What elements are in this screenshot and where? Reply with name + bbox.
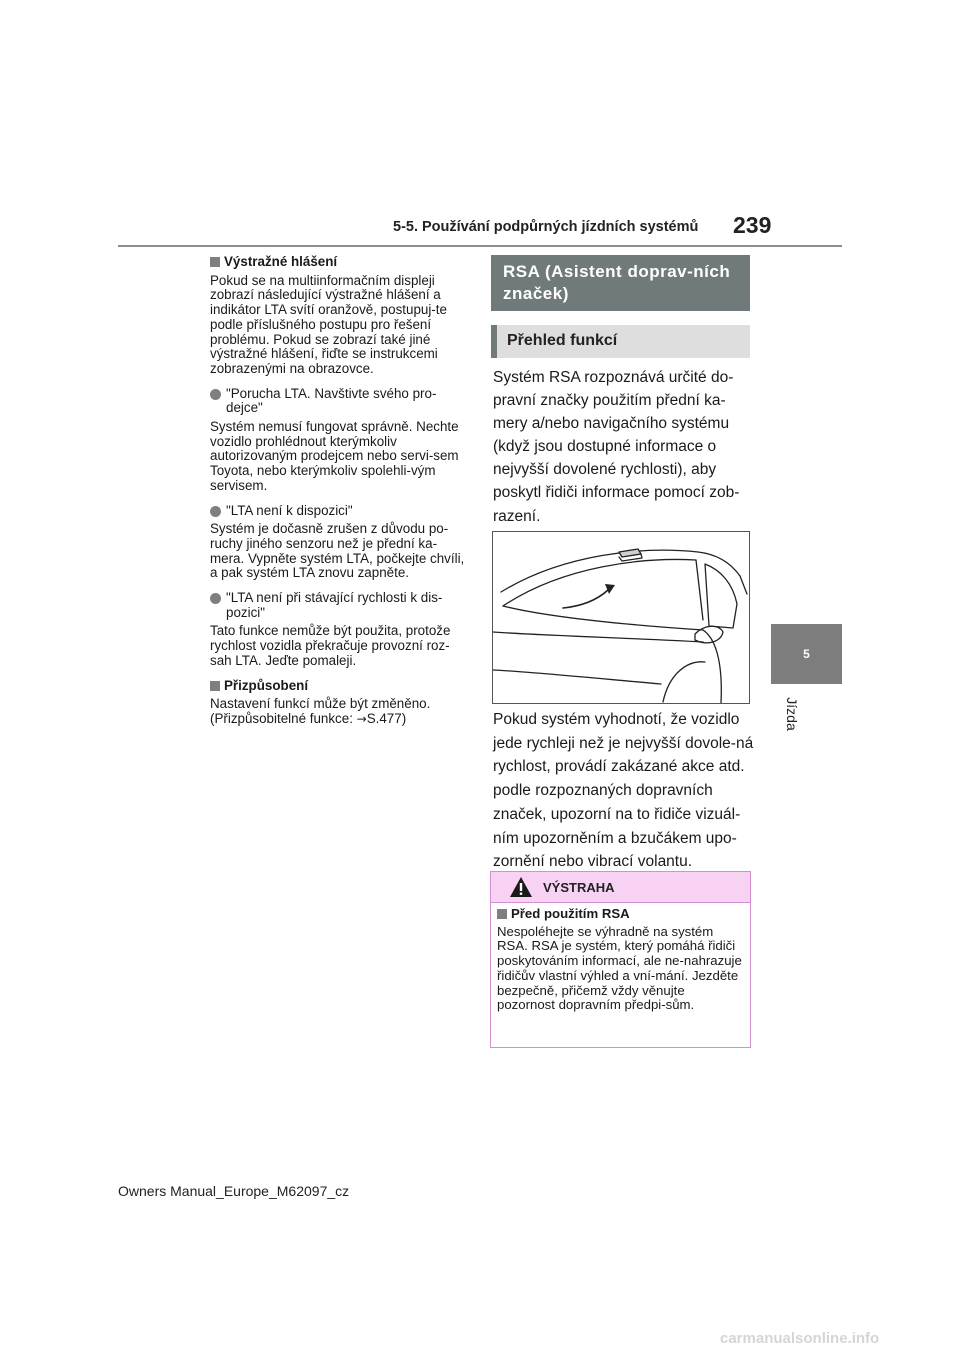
- customization-ref-prefix: (Přizpůsobitelné funkce:: [210, 710, 357, 726]
- customization-description: Nastavení funkcí může být změněno.: [210, 696, 431, 712]
- subheading: [491, 325, 750, 358]
- bullet-text: Systém je dočasně zrušen z důvodu po-ruchy jiného senzoru než je přední ka-mera. Vypněte systém LTA, počkejte chvíli, a pak systém LTA znovu zapněte.: [210, 521, 465, 581]
- hood-crease: [493, 632, 703, 642]
- customization-heading-text: Přizpůsobení: [224, 677, 309, 693]
- warning-messages-heading: [210, 255, 468, 270]
- warning-subheading-text: Před použitím RSA: [511, 906, 630, 921]
- windshield-top-edge: [501, 550, 698, 592]
- warning-box: [490, 871, 751, 1048]
- header-divider: [118, 245, 842, 247]
- rear-roof: [740, 576, 747, 594]
- chapter-label-text: Jízda: [784, 697, 800, 731]
- chapter-label: [782, 688, 802, 740]
- bullet-label: "Porucha LTA. Navštivte svého pro-dejce": [226, 385, 437, 416]
- bullet-label: "LTA není při stávající rychlosti k dis-pozici": [226, 590, 443, 620]
- document-footer: Owners Manual_Europe_M62097_cz: [118, 1183, 350, 1199]
- side-window: [705, 564, 737, 628]
- arrow-right-icon: →: [356, 711, 367, 726]
- behavior-paragraph: Pokud systém vyhodnotí, že vozidlo jede rychleji než je nejvyšší dovole-ná rychlost, provádí zakázané akce atd. podle rozpoznaných dopravních značek, upozorní na to řidiče vizuál-ním upozorněním a bzučákem upo-zornění nebo vibrací volantu.: [493, 711, 754, 871]
- wheel-arch: [663, 662, 705, 702]
- camera-location-illustration: [492, 531, 750, 704]
- left-column: [210, 255, 468, 737]
- bullet-item: [210, 387, 468, 416]
- subheading-text: Přehled funkcí: [507, 332, 618, 349]
- pointer-arrowhead: [605, 584, 615, 594]
- square-bullet-icon: [210, 257, 220, 267]
- subheading-accent-bar: [491, 325, 497, 358]
- bullet-text: Systém nemusí fungovat správně. Nechte vozidlo prohlédnout kterýmkoliv autorizovaným prodejcem nebo servi-sem Toyota, nebo kterýmkoliv spolehli-vým servisem.: [210, 419, 459, 493]
- bullet-label: "LTA není k dispozici": [226, 502, 353, 518]
- section-banner: [491, 255, 750, 311]
- bullet-item: [210, 504, 468, 519]
- warning-messages-text: Pokud se na multiinformačním displeji zobrazí následující výstražné hlášení a indikátor LTA svítí oranžově, postupuj-te podle příslušného postupu pro řešení problému. Pokud se zobrazí také jiné výstražné hlášení, řiďte se instrukcemi zobrazenými na obrazovce.: [210, 272, 447, 376]
- warning-triangle-icon: [509, 876, 533, 898]
- warning-subheading: [497, 907, 744, 922]
- pointer-arrow-line: [563, 590, 608, 608]
- warning-body: [497, 907, 744, 1013]
- body-crease: [493, 670, 661, 684]
- customization-page-ref[interactable]: S.477): [366, 710, 407, 726]
- intro-paragraph: Systém RSA rozpoznává určité do-pravní značky použitím přední ka-mery a/nebo navigačního systému (když jsou dostupné informace o nejvyšší dovolené rychlosti), aby poskytl řidiči informace pomocí zob-razení.: [493, 369, 740, 525]
- warning-header: [491, 872, 750, 903]
- warning-text: Nespoléhejte se výhradně na systém RSA. RSA je systém, který pomáhá řidiči poskytováním informací, ale ne-nahrazuje řidičův vlastní výhled a vní-mání. Jezděte bezpečně, přičemž vždy věnujte pozornost dopravním předpi-sům.: [497, 923, 742, 1013]
- windshield-inner-edge: [503, 559, 696, 606]
- a-pillar: [696, 560, 703, 620]
- side-mirror: [695, 626, 723, 643]
- warning-title: VÝSTRAHA: [543, 880, 615, 895]
- watermark: carmanualsonline.info: [720, 1330, 880, 1347]
- circle-bullet-icon: [210, 593, 221, 604]
- front-camera-module: [619, 549, 641, 557]
- page-number: 239: [733, 212, 772, 238]
- banner-title: RSA (Asistent doprav-ních značek): [503, 262, 731, 303]
- fender: [703, 630, 721, 703]
- section-title: 5-5. Používání podpůrných jízdních systémů: [393, 219, 699, 235]
- bullet-text: Tato funkce nemůže být použita, protože rychlost vozidla překračuje provozní roz-sah LTA. Jeďte pomaleji.: [210, 623, 451, 668]
- circle-bullet-icon: [210, 506, 221, 517]
- chapter-tab[interactable]: 5: [771, 624, 842, 684]
- square-bullet-icon: [210, 681, 220, 691]
- circle-bullet-icon: [210, 389, 221, 400]
- hood-line: [503, 606, 703, 630]
- bullet-item: [210, 591, 468, 620]
- square-bullet-icon: [497, 909, 507, 919]
- customization-heading: [210, 679, 468, 694]
- car-windshield-drawing: [493, 532, 749, 703]
- warning-messages-heading-text: Výstražné hlášení: [224, 254, 338, 269]
- customization-text: [210, 697, 468, 726]
